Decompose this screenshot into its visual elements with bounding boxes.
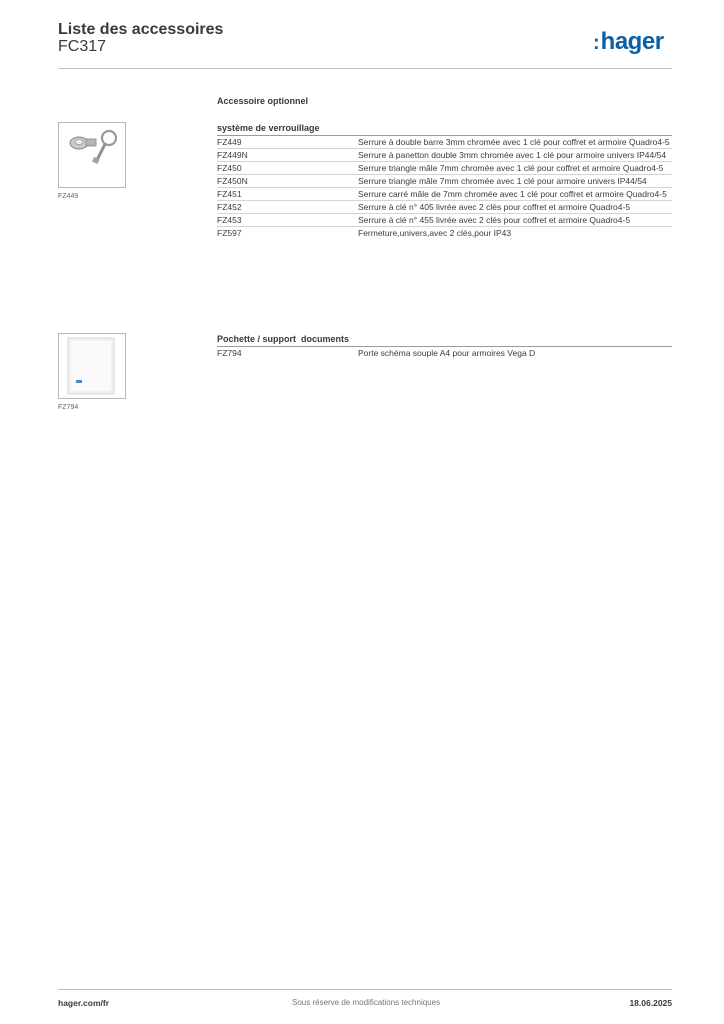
item-reference: FZ449 (217, 137, 242, 147)
table-row (217, 136, 672, 149)
item-description: Porte schéma souple A4 pour armoires Vega D (358, 348, 536, 358)
table-row (217, 149, 672, 162)
section-heading: Accessoire optionnel (217, 96, 309, 106)
image-caption: FZ794 (58, 404, 79, 411)
table-row (217, 214, 672, 227)
table-row (217, 162, 672, 175)
item-reference: FZ450 (217, 163, 242, 173)
document-holder-group (217, 334, 672, 359)
page-subtitle: FC317 (58, 38, 107, 55)
key-lock-image (59, 123, 125, 187)
locking-system-group (217, 123, 672, 239)
footer-date: 18.06.2025 (629, 998, 672, 1008)
item-description: Serrure triangle mâle 7mm chromée avec 1 clé pour armoire univers IP44/54 (358, 176, 647, 186)
item-reference: FZ794 (217, 348, 242, 358)
footer-website-link[interactable]: hager.com/fr (58, 998, 110, 1008)
logo-colon: : (593, 32, 600, 54)
table-row (217, 347, 672, 359)
footer-divider (58, 989, 672, 990)
item-description: Serrure à clé n° 405 livrée avec 2 clés pour coffret et armoire Quadro4-5 (358, 202, 631, 212)
item-description: Serrure carré mâle de 7mm chromée avec 1 clé pour coffret et armoire Quadro4-5 (358, 189, 667, 199)
item-reference: FZ453 (217, 215, 242, 225)
table-row (217, 201, 672, 214)
item-reference: FZ597 (217, 228, 242, 238)
header-divider (58, 68, 672, 69)
item-description: Serrure à clé n° 455 livrée avec 2 clés pour coffret et armoire Quadro4-5 (358, 215, 631, 225)
item-description: Fermeture,univers,avec 2 clés,pour IP43 (358, 228, 512, 238)
group-heading: Pochette / support documents (217, 334, 672, 347)
item-reference: FZ452 (217, 202, 242, 212)
footer-disclaimer: Sous réserve de modifications techniques (292, 998, 441, 1007)
image-caption: FZ449 (58, 193, 79, 200)
item-description: Serrure triangle mâle 7mm chromée avec 1 clé pour coffret et armoire Quadro4-5 (358, 163, 664, 173)
item-reference: FZ450N (217, 176, 248, 186)
table-row (217, 175, 672, 188)
item-description: Serrure à panetton double 3mm chromée avec 1 clé pour armoire univers IP44/54 (358, 150, 667, 160)
page-title: Liste des accessoires (58, 21, 224, 38)
table-row (217, 227, 672, 239)
fz794-product-image (58, 333, 126, 399)
hager-logo (593, 28, 664, 56)
fz449-product-image (58, 122, 126, 188)
document-pocket-image (59, 334, 125, 398)
table-row (217, 188, 672, 201)
logo-text: hager (600, 28, 664, 55)
group-heading: système de verrouillage (217, 123, 672, 136)
item-description: Serrure à double barre 3mm chromée avec 1 clé pour coffret et armoire Quadro4-5 (358, 137, 670, 147)
item-reference: FZ449N (217, 150, 248, 160)
item-reference: FZ451 (217, 189, 242, 199)
